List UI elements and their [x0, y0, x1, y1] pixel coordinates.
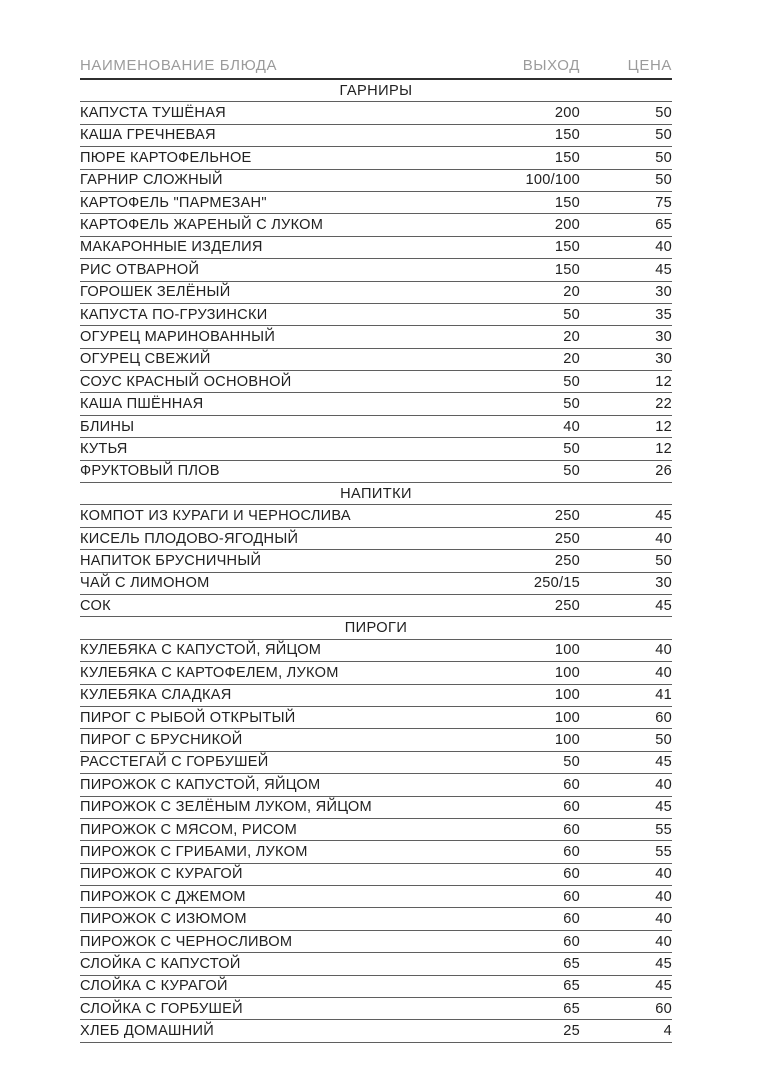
dish-output: 60: [563, 911, 580, 928]
dish-output: 60: [563, 821, 580, 838]
dish-price: 50: [655, 172, 672, 189]
dish-name: КАША ГРЕЧНЕВАЯ: [80, 127, 216, 144]
dish-name: КАПУСТА ПО-ГРУЗИНСКИ: [80, 306, 268, 323]
menu-row: [80, 237, 672, 259]
dish-price: 40: [655, 933, 672, 950]
menu-row: [80, 125, 672, 147]
dish-name: ХЛЕБ ДОМАШНИЙ: [80, 1023, 214, 1040]
dish-output: 50: [563, 306, 580, 323]
menu-row: [80, 841, 672, 863]
menu-row: [80, 953, 672, 975]
menu-row: [80, 998, 672, 1020]
dish-output: 150: [554, 127, 580, 144]
menu-row: [80, 550, 672, 572]
dish-output: 50: [563, 463, 580, 480]
dish-name: РАССТЕГАЙ С ГОРБУШЕЙ: [80, 754, 269, 771]
section-title: ПИРОГИ: [80, 617, 672, 639]
menu-row: [80, 259, 672, 281]
dish-price: 35: [655, 306, 672, 323]
dish-price: 22: [655, 396, 672, 413]
menu-row: [80, 707, 672, 729]
dish-price: 40: [655, 642, 672, 659]
dish-output: 100: [554, 732, 580, 749]
dish-name: МАКАРОННЫЕ ИЗДЕЛИЯ: [80, 239, 263, 256]
dish-name: ОГУРЕЦ СВЕЖИЙ: [80, 351, 211, 368]
dish-output: 200: [554, 217, 580, 234]
dish-name: КАПУСТА ТУШЁНАЯ: [80, 105, 226, 122]
dish-name: ГОРОШЕК ЗЕЛЁНЫЙ: [80, 284, 231, 301]
dish-output: 20: [563, 284, 580, 301]
dish-name: КИСЕЛЬ ПЛОДОВО-ЯГОДНЫЙ: [80, 530, 299, 547]
dish-output: 65: [563, 955, 580, 972]
menu-row: [80, 282, 672, 304]
menu-row: [80, 685, 672, 707]
dish-price: 12: [655, 440, 672, 457]
dish-name: КАША ПШЁННАЯ: [80, 396, 204, 413]
dish-price: 30: [655, 284, 672, 301]
dish-price: 45: [655, 508, 672, 525]
dish-output: 100/100: [525, 172, 580, 189]
dish-name: БЛИНЫ: [80, 418, 135, 435]
dish-price: 40: [655, 888, 672, 905]
dish-output: 65: [563, 978, 580, 995]
dish-output: 50: [563, 440, 580, 457]
menu-row: [80, 1020, 672, 1042]
dish-name: КАРТОФЕЛЬ ЖАРЕНЫЙ С ЛУКОМ: [80, 217, 324, 234]
dish-name: СОК: [80, 597, 111, 614]
dish-output: 60: [563, 799, 580, 816]
dish-price: 50: [655, 127, 672, 144]
dish-name: ПЮРЕ КАРТОФЕЛЬНОЕ: [80, 149, 252, 166]
dish-name: КОМПОТ ИЗ КУРАГИ И ЧЕРНОСЛИВА: [80, 508, 351, 525]
dish-price: 60: [655, 1000, 672, 1017]
dish-name: КАРТОФЕЛЬ "ПАРМЕЗАН": [80, 194, 267, 211]
dish-price: 26: [655, 463, 672, 480]
dish-output: 150: [554, 239, 580, 256]
menu-row: [80, 797, 672, 819]
header-price: ЦЕНА: [627, 56, 672, 74]
menu-row: [80, 147, 672, 169]
dish-output: 100: [554, 642, 580, 659]
dish-price: 50: [655, 149, 672, 166]
dish-output: 60: [563, 888, 580, 905]
dish-price: 4: [663, 1023, 672, 1040]
menu-row: [80, 304, 672, 326]
dish-output: 50: [563, 373, 580, 390]
dish-price: 40: [655, 866, 672, 883]
dish-price: 50: [655, 552, 672, 569]
dish-price: 55: [655, 821, 672, 838]
menu-row: [80, 192, 672, 214]
dish-name: ПИРОЖОК С МЯСОМ, РИСОМ: [80, 821, 298, 838]
dish-price: 75: [655, 194, 672, 211]
dish-name: НАПИТОК БРУСНИЧНЫЙ: [80, 552, 262, 569]
menu-table: [80, 52, 672, 1043]
dish-price: 45: [655, 799, 672, 816]
menu-row: [80, 774, 672, 796]
header-dish-name: НАИМЕНОВАНИЕ БЛЮДА: [80, 56, 278, 74]
dish-name: ПИРОЖОК С ЗЕЛЁНЫМ ЛУКОМ, ЯЙЦОМ: [80, 799, 372, 816]
menu-row: [80, 326, 672, 348]
dish-output: 20: [563, 328, 580, 345]
dish-name: ПИРОЖОК С ЧЕРНОСЛИВОМ: [80, 933, 293, 950]
menu-row: [80, 931, 672, 953]
dish-price: 40: [655, 239, 672, 256]
dish-price: 30: [655, 328, 672, 345]
dish-name: РИС ОТВАРНОЙ: [80, 261, 200, 278]
dish-price: 45: [655, 978, 672, 995]
menu-row: [80, 214, 672, 236]
dish-name: СЛОЙКА С ГОРБУШЕЙ: [80, 1000, 243, 1017]
dish-output: 65: [563, 1000, 580, 1017]
dish-name: ПИРОЖОК С КУРАГОЙ: [80, 866, 243, 883]
menu-row: [80, 662, 672, 684]
dish-output: 20: [563, 351, 580, 368]
dish-output: 50: [563, 754, 580, 771]
dish-output: 60: [563, 843, 580, 860]
dish-name: ПИРОЖОК С ГРИБАМИ, ЛУКОМ: [80, 843, 308, 860]
dish-output: 60: [563, 933, 580, 950]
dish-name: ОГУРЕЦ МАРИНОВАННЫЙ: [80, 328, 276, 345]
dish-output: 60: [563, 776, 580, 793]
dish-output: 200: [554, 105, 580, 122]
dish-output: 100: [554, 687, 580, 704]
menu-row: [80, 416, 672, 438]
dish-output: 50: [563, 396, 580, 413]
menu-row: [80, 349, 672, 371]
menu-row: [80, 102, 672, 124]
dish-output: 250: [554, 552, 580, 569]
dish-price: 30: [655, 575, 672, 592]
dish-output: 100: [554, 709, 580, 726]
dish-price: 65: [655, 217, 672, 234]
dish-name: ПИРОЖОК С ДЖЕМОМ: [80, 888, 246, 905]
dish-output: 25: [563, 1023, 580, 1040]
menu-row: [80, 573, 672, 595]
dish-name: ГАРНИР СЛОЖНЫЙ: [80, 172, 223, 189]
dish-price: 55: [655, 843, 672, 860]
menu-row: [80, 393, 672, 415]
dish-output: 250: [554, 530, 580, 547]
dish-name: ПИРОГ С БРУСНИКОЙ: [80, 732, 243, 749]
dish-name: СЛОЙКА С КУРАГОЙ: [80, 978, 228, 995]
menu-row: [80, 595, 672, 617]
section-title: НАПИТКИ: [80, 483, 672, 505]
menu-row: [80, 976, 672, 998]
menu-row: [80, 461, 672, 483]
dish-output: 100: [554, 664, 580, 681]
table-header-row: [80, 52, 672, 80]
dish-price: 40: [655, 911, 672, 928]
dish-price: 40: [655, 530, 672, 547]
dish-name: ПИРОЖОК С КАПУСТОЙ, ЯЙЦОМ: [80, 776, 321, 793]
menu-row: [80, 371, 672, 393]
dish-output: 250/15: [533, 575, 580, 592]
dish-price: 50: [655, 105, 672, 122]
menu-row: [80, 640, 672, 662]
dish-output: 250: [554, 508, 580, 525]
dish-name: ПИРОГ С РЫБОЙ ОТКРЫТЫЙ: [80, 709, 296, 726]
menu-row: [80, 752, 672, 774]
menu-row: [80, 528, 672, 550]
menu-row: [80, 505, 672, 527]
dish-price: 45: [655, 597, 672, 614]
dish-name: СОУС КРАСНЫЙ ОСНОВНОЙ: [80, 373, 292, 390]
dish-name: КУЛЕБЯКА СЛАДКАЯ: [80, 687, 232, 704]
dish-output: 40: [563, 418, 580, 435]
dish-name: ПИРОЖОК С ИЗЮМОМ: [80, 911, 247, 928]
dish-output: 60: [563, 866, 580, 883]
dish-price: 45: [655, 955, 672, 972]
dish-price: 12: [655, 373, 672, 390]
dish-price: 40: [655, 664, 672, 681]
dish-name: ФРУКТОВЫЙ ПЛОВ: [80, 463, 220, 480]
menu-row: [80, 438, 672, 460]
dish-name: СЛОЙКА С КАПУСТОЙ: [80, 955, 241, 972]
dish-price: 12: [655, 418, 672, 435]
dish-output: 150: [554, 149, 580, 166]
dish-price: 41: [655, 687, 672, 704]
menu-row: [80, 819, 672, 841]
dish-output: 150: [554, 194, 580, 211]
dish-price: 60: [655, 709, 672, 726]
menu-row: [80, 908, 672, 930]
dish-name: КУЛЕБЯКА С КАРТОФЕЛЕМ, ЛУКОМ: [80, 664, 339, 681]
section-title: ГАРНИРЫ: [80, 80, 672, 102]
dish-price: 45: [655, 754, 672, 771]
menu-row: [80, 729, 672, 751]
menu-row: [80, 886, 672, 908]
dish-output: 150: [554, 261, 580, 278]
dish-name: КУТЬЯ: [80, 440, 128, 457]
dish-name: КУЛЕБЯКА С КАПУСТОЙ, ЯЙЦОМ: [80, 642, 322, 659]
dish-price: 50: [655, 732, 672, 749]
dish-output: 250: [554, 597, 580, 614]
header-output: ВЫХОД: [522, 56, 580, 74]
menu-table-body: [80, 80, 672, 1043]
dish-name: ЧАЙ С ЛИМОНОМ: [80, 575, 210, 592]
menu-row: [80, 170, 672, 192]
dish-price: 30: [655, 351, 672, 368]
menu-row: [80, 864, 672, 886]
dish-price: 40: [655, 776, 672, 793]
dish-price: 45: [655, 261, 672, 278]
